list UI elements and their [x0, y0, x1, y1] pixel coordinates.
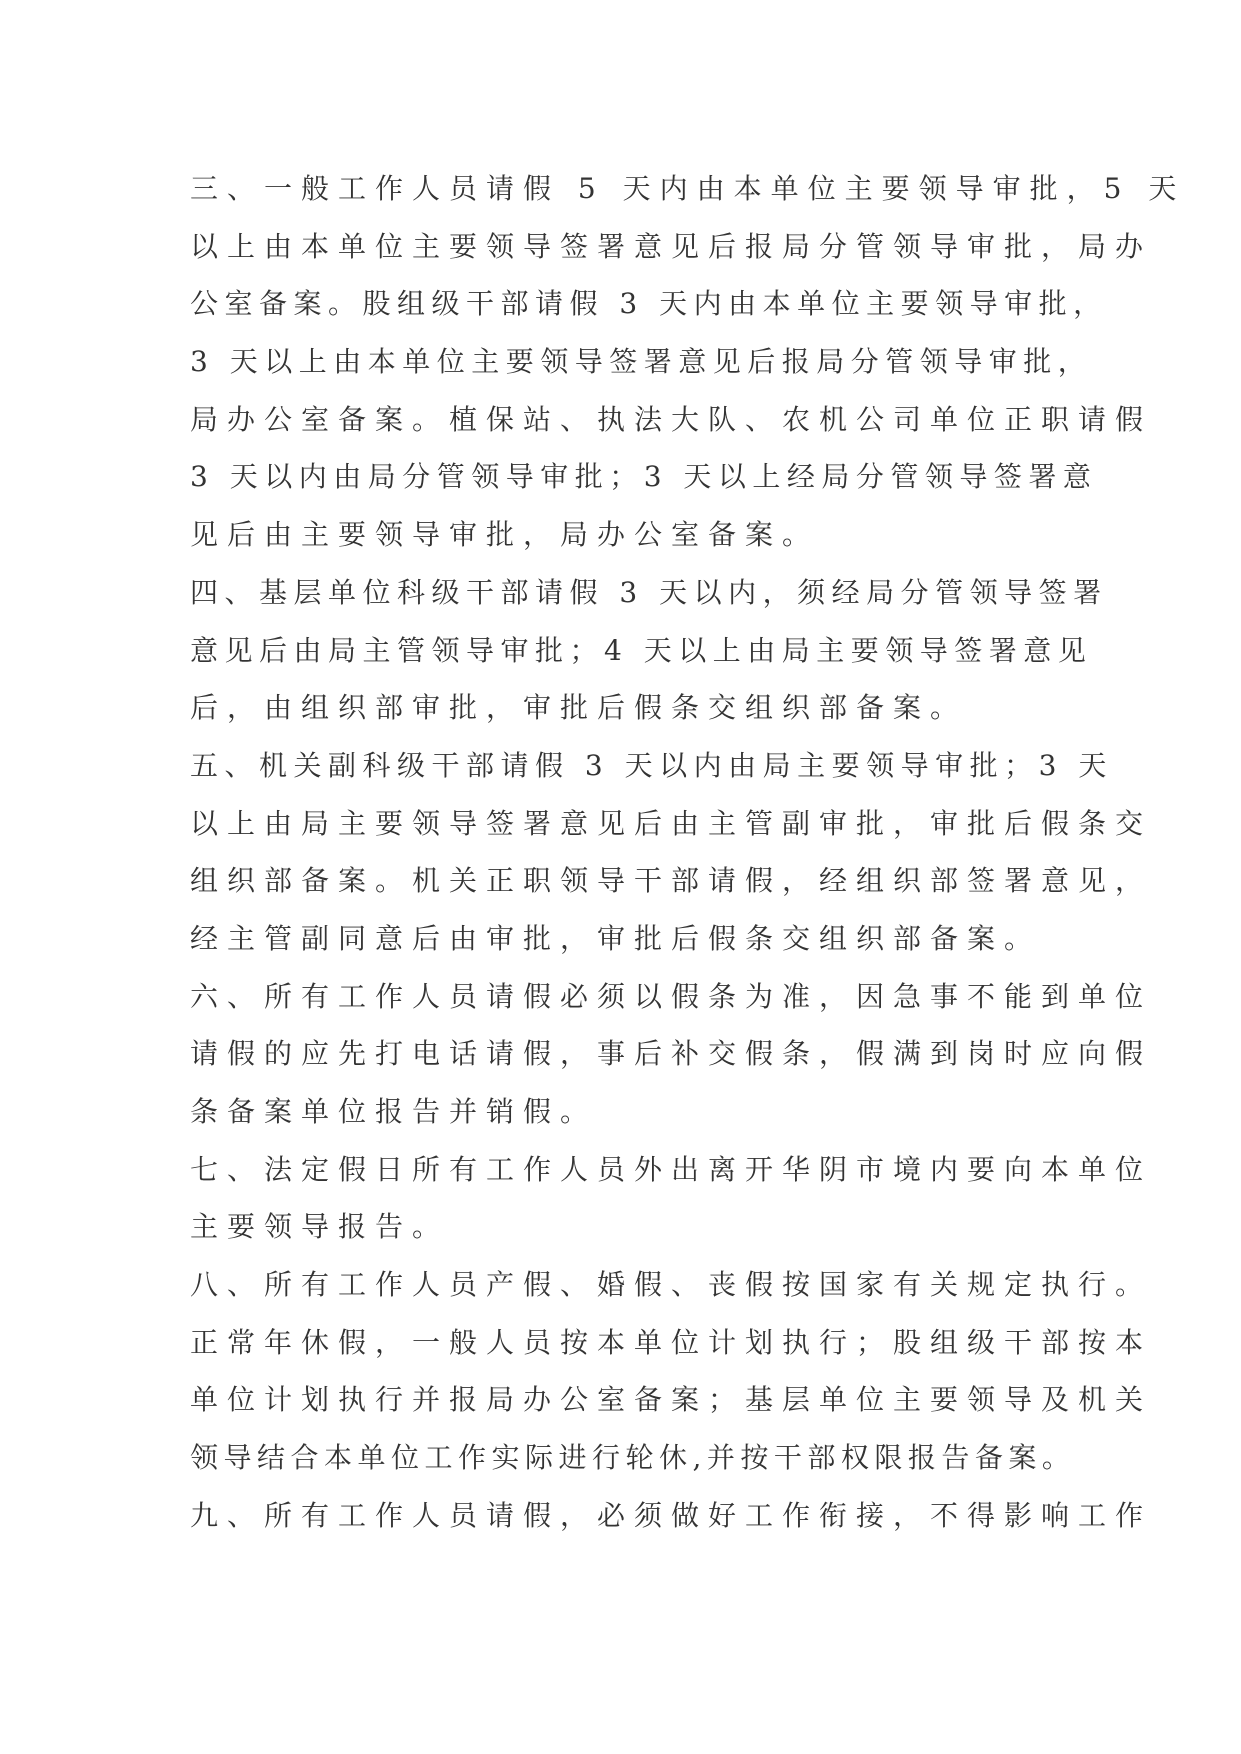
text-line: 组织部备案。机关正职领导干部请假，经组织部签署意见， [190, 864, 1153, 898]
text-line: 经主管副同意后由审批，审批后假条交组织部备案。 [190, 921, 1042, 955]
text-line: 领导结合本单位工作实际进行轮休,并按干部权限报告备案。 [190, 1441, 1076, 1475]
text-line: 单位计划执行并报局办公室备案；基层单位主要领导及机关 [190, 1383, 1153, 1417]
text-line: 主要领导报告。 [190, 1210, 450, 1244]
text-line: 八、所有工作人员产假、婚假、丧假按国家有关规定执行。 [190, 1268, 1153, 1302]
document-body [190, 160, 1186, 1545]
text-line: 意见后由局主管领导审批；4 天以上由局主要领导签署意见 [190, 633, 1093, 667]
text-line: 3 天以内由局分管领导审批；3 天以上经局分管领导签署意 [190, 460, 1098, 494]
text-line: 请假的应先打电话请假，事后补交假条，假满到岗时应向假 [190, 1037, 1153, 1071]
text-line: 五、机关副科级干部请假 3 天以内由局主要领导审批；3 天 [190, 748, 1113, 782]
text-line: 3 天以上由本单位主要领导签署意见后报局分管领导审批， [190, 345, 1093, 379]
text-line: 三、一般工作人员请假 5 天内由本单位主要领导审批，5 天 [190, 172, 1186, 205]
text-line: 四、基层单位科级干部请假 3 天以内，须经局分管领导签署 [190, 575, 1108, 609]
text-line: 七、法定假日所有工作人员外出离开华阴市境内要向本单位 [190, 1152, 1153, 1186]
text-line: 公室备案。股组级干部请假 3 天内由本单位主要领导审批， [190, 287, 1108, 321]
text-line: 以上由本单位主要领导签署意见后报局分管领导审批，局办 [190, 229, 1153, 263]
text-line: 正常年休假，一般人员按本单位计划执行；股组级干部按本 [190, 1325, 1153, 1359]
text-line: 九、所有工作人员请假，必须做好工作衔接，不得影响工作 [190, 1498, 1153, 1532]
text-line: 以上由局主要领导签署意见后由主管副审批，审批后假条交 [190, 806, 1153, 840]
text-line: 见后由主要领导审批，局办公室备案。 [190, 518, 820, 552]
text-line: 条备案单位报告并销假。 [190, 1095, 598, 1128]
text-line: 六、所有工作人员请假必须以假条为准，因急事不能到单位 [190, 979, 1153, 1013]
text-line: 后，由组织部审批，审批后假条交组织部备案。 [190, 691, 968, 725]
text-line: 局办公室备案。植保站、执法大队、农机公司单位正职请假 [190, 402, 1153, 436]
